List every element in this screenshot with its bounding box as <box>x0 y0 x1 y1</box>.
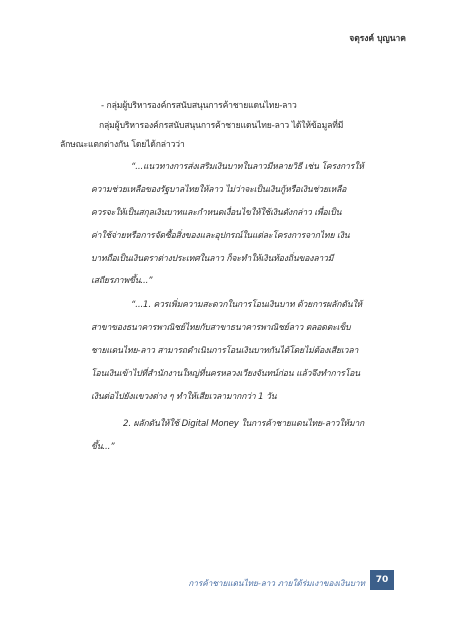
quote1-line-6: เสถียรภาพขึ้น...” <box>91 276 153 286</box>
intro-line-2: ลักษณะแตกต่างกัน โดยได้กล่าวว่า <box>60 140 185 150</box>
quote1-line-4: ค่าใช้จ่ายหรือการจัดซื้อสิ่งของและอุปกรณ์ในแต่ละโครงการจากไทย เงิน <box>91 231 350 241</box>
quote2-line-1: “...1. ควรเพิ่มความสะดวกในการโอนเงินบาท ด้วยการผลักดันให้ <box>131 300 363 310</box>
quote2-line-4: โอนเงินเข้าไปที่สำนักงานใหญ่ที่นครหลวงเวียงจันทน์ก่อน แล้วจึงทำการโอน <box>91 369 360 379</box>
quote1-line-1: “...แนวทางการส่งเสริมเงินบาทในลาวมีหลายวิธี เช่น โครงการให้ <box>131 162 364 172</box>
quote1-line-5: บาทถือเป็นเงินตราต่างประเทศในลาว ก็จะทำให้เงินท้องถิ่นของลาวมี <box>91 254 334 264</box>
quote1-line-3: ควรจะให้เป็นสกุลเงินบาทและกำหนดเงื่อนไขให้ใช้เงินดังกล่าว เพื่อเป็น <box>91 208 342 218</box>
intro-line-1: กลุ่มผู้บริหารองค์กรสนับสนุนการค้าชายแดนไทย-ลาว ได้ให้ข้อมูลที่มี <box>99 121 344 131</box>
quote2-line-3: ชายแดนไทย-ลาว สามารถดำเนินการโอนเงินบาทกันได้โดยไม่ต้องเสียเวลา <box>91 346 359 356</box>
running-header-author: จตุรงค์ บุญนาค <box>349 34 406 44</box>
heading-item: - กลุ่มผู้บริหารองค์กรสนับสนุนการค้าชายแดนไทย-ลาว <box>101 101 297 111</box>
quote3-line-1: 2. ผลักดันให้ใช้ Digital Money ในการค้าชายแดนไทย-ลาวให้มาก <box>123 419 365 429</box>
quote1-line-2: ความช่วยเหลือของรัฐบาลไทยให้ลาว ไม่ว่าจะเป็นเงินกู้หรือเงินช่วยเหลือ <box>91 185 347 195</box>
page-number: 70 <box>370 570 394 590</box>
quote2-line-5: เงินต่อไปยังแขวงต่าง ๆ ทำให้เสียเวลามากกว่า 1 วัน <box>91 392 277 402</box>
running-footer-title: การค้าชายแดนไทย-ลาว ภายใต้ร่มเงาของเงินบาท <box>188 578 365 588</box>
quote3-line-2: ขึ้น...” <box>91 442 115 452</box>
quote2-line-2: สาขาของธนาคารพาณิชย์ไทยกับสาขาธนาคารพาณิชย์ลาว ตลอดตะเข็บ <box>91 323 351 333</box>
